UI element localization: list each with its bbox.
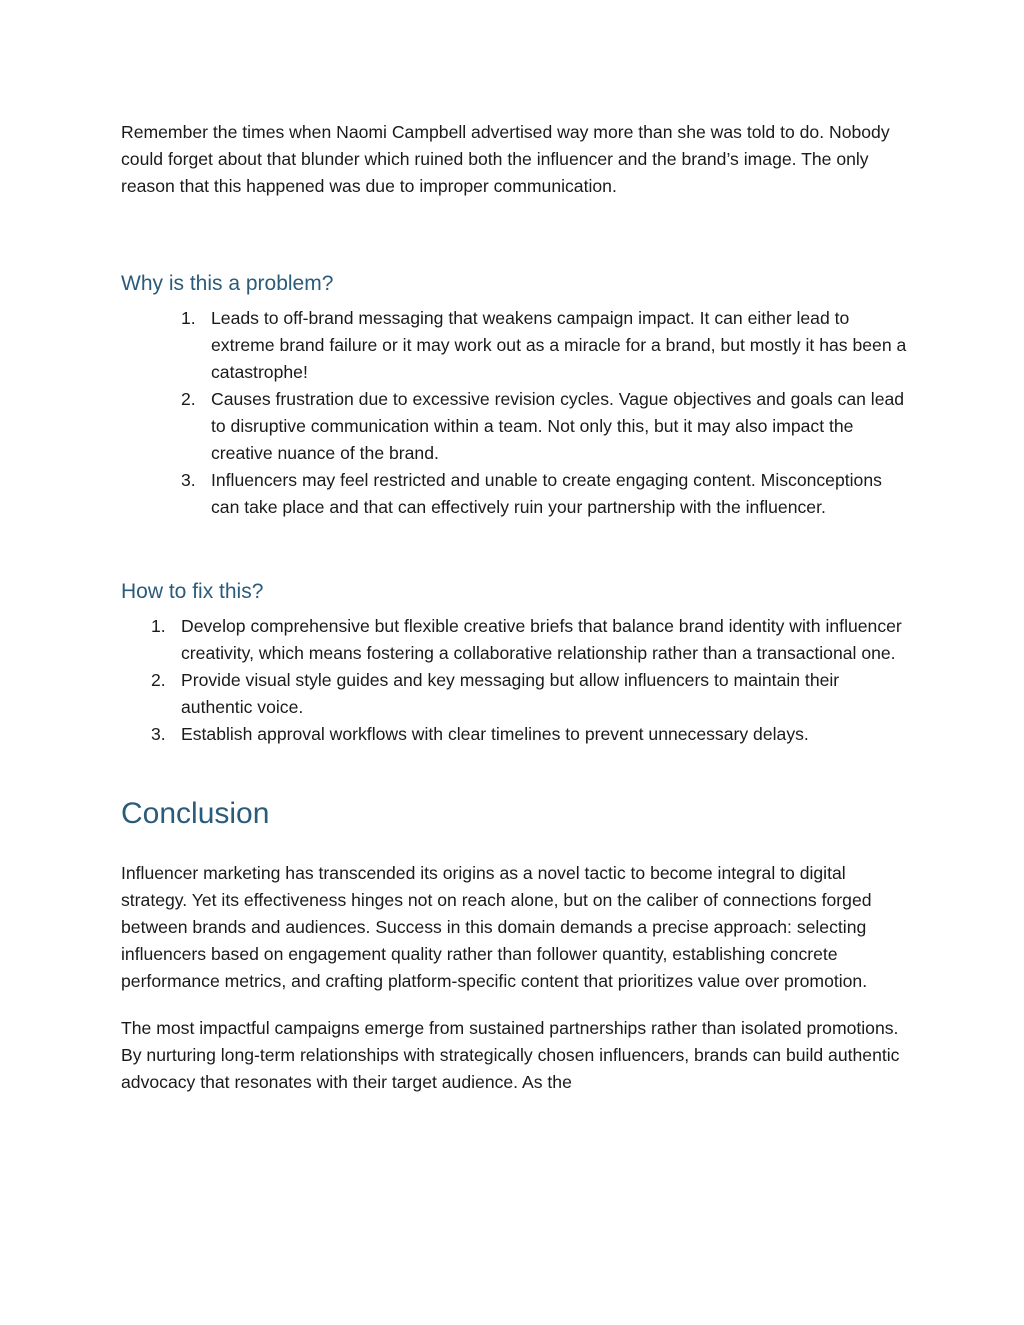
list-number: 2. (151, 670, 166, 690)
list-item (121, 305, 911, 386)
list-item (121, 721, 911, 748)
list-number: 1. (181, 308, 196, 328)
list-item-text: Provide visual style guides and key messaging but allow influencers to maintain their authentic voice. (181, 670, 840, 717)
list-item-text: Develop comprehensive but flexible creative briefs that balance brand identity with influencer creativity, which means fostering a collaborative relationship rather than a transactional one. (181, 616, 902, 663)
list-number: 3. (181, 470, 196, 490)
conclusion-paragraph: The most impactful campaigns emerge from sustained partnerships rather than isolated promotions. By nurturing long-term relationships with strategically chosen influencers, brands can build authentic advocacy that resonates with their target audience. As the (121, 1018, 900, 1092)
problem-list (121, 305, 911, 521)
list-number: 2. (181, 389, 196, 409)
document-page (121, 119, 911, 1096)
conclusion-heading: Conclusion (121, 797, 270, 830)
conclusion-paragraph: Influencer marketing has transcended its origins as a novel tactic to become integral to digital strategy. Yet its effectiveness hinges not on reach alone, but on the caliber of connections forged between brands and audiences. Success in this domain demands a precise approach: selecting influencers based on engagement quality rather than follower quantity, establishing concrete performance metrics, and crafting platform-specific content that prioritizes value over promotion. (121, 863, 872, 991)
list-item-text: Influencers may feel restricted and unable to create engaging content. Misconceptions can take place and that can effectively ruin your partnership with the influencer. (211, 470, 882, 517)
list-number: 3. (151, 724, 166, 744)
fix-list (121, 613, 911, 748)
intro-paragraph: Remember the times when Naomi Campbell advertised way more than she was told to do. Nobody could forget about that blunder which ruined both the influencer and the brand’s image. The only reason that this happened was due to improper communication. (121, 122, 890, 196)
fix-heading: How to fix this? (121, 580, 264, 603)
list-item-text: Leads to off-brand messaging that weakens campaign impact. It can either lead to extreme brand failure or it may work out as a miracle for a brand, but mostly it has been a catastrophe! (211, 308, 907, 382)
list-item-text: Causes frustration due to excessive revision cycles. Vague objectives and goals can lead to disruptive communication within a team. Not only this, but it may also impact the creative nuance of the brand. (211, 389, 905, 463)
problem-heading: Why is this a problem? (121, 272, 334, 295)
list-item-text: Establish approval workflows with clear timelines to prevent unnecessary delays. (181, 724, 809, 744)
list-item (121, 667, 911, 721)
list-item (121, 386, 911, 467)
list-item (121, 467, 911, 521)
list-number: 1. (151, 616, 166, 636)
list-item (121, 613, 911, 667)
